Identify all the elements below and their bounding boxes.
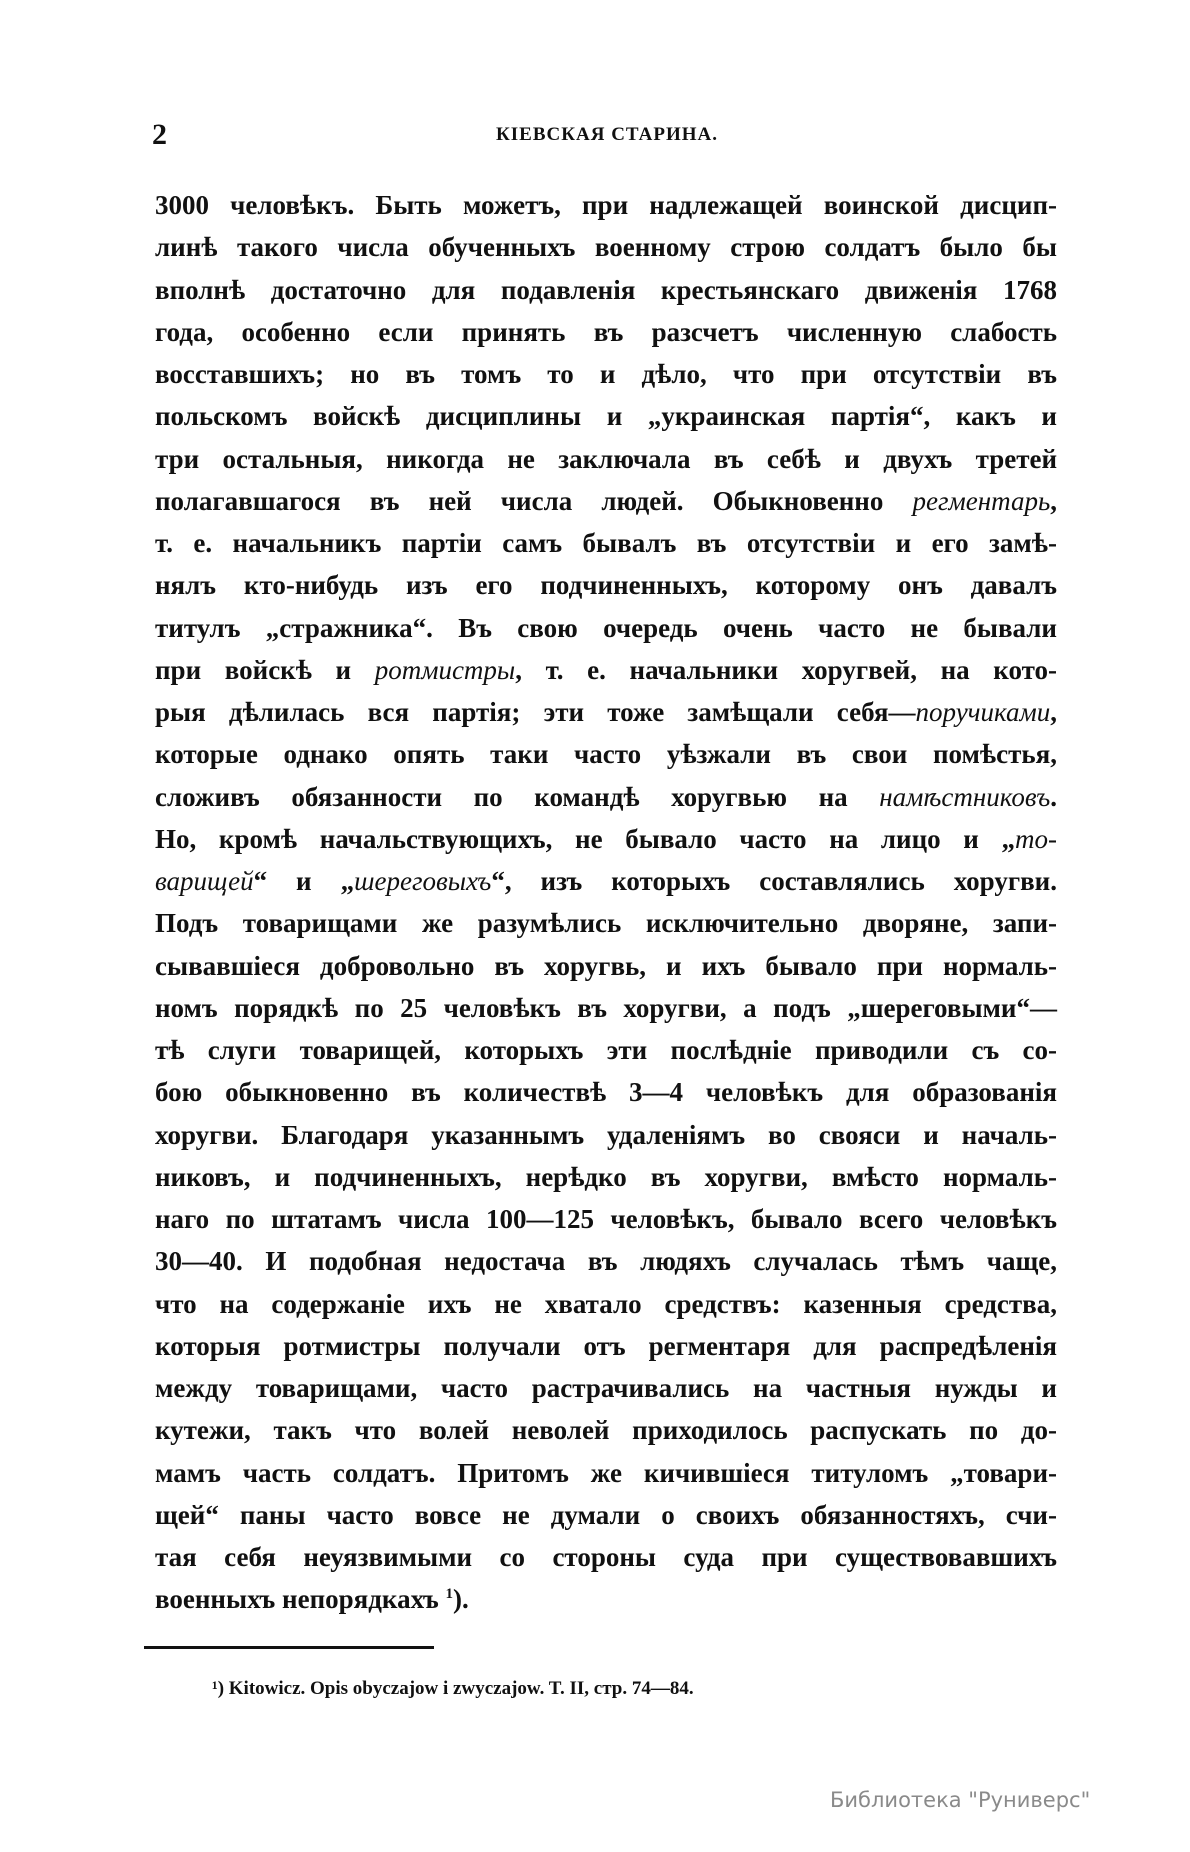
text-line xyxy=(155,269,1057,311)
text-segment: т. е. начальникъ партіи самъ бывалъ въ отсутствіи и его замѣ- xyxy=(155,528,1057,558)
text-segment: бою обыкновенно въ количествѣ 3—4 человѣкъ для образованія xyxy=(155,1077,1057,1108)
library-watermark: Библиотека "Руниверс" xyxy=(830,1788,1091,1812)
text-segment: , xyxy=(1050,485,1057,516)
text-line xyxy=(155,1240,1057,1282)
text-segment: Подъ товарищами же разумѣлись исключительно дворяне, запи- xyxy=(155,908,1057,939)
text-segment: . xyxy=(1050,781,1057,812)
text-segment: военныхъ непорядкахъ xyxy=(155,1584,446,1615)
text-segment: линѣ такого числа обученныхъ военному строю солдатъ было бы xyxy=(155,232,1057,263)
text-line xyxy=(155,733,1057,775)
text-segment: сложивъ обязанности по командѣ хоругвью на xyxy=(155,781,880,812)
text-segment: нялъ кто-нибудь изъ его подчиненныхъ, которому онъ давалъ xyxy=(155,570,1057,601)
text-line xyxy=(155,438,1057,480)
footnote-marker: 1 xyxy=(445,1586,454,1603)
text-line xyxy=(155,1409,1057,1451)
text-segment: сывавшіеся добровольно въ хоругвь, и ихъ бывало при нормаль- xyxy=(155,950,1057,981)
italic-term: регментарь xyxy=(912,485,1051,516)
text-segment: которыя ротмистры получали отъ регментаря для распредѣленія xyxy=(155,1330,1057,1361)
text-line xyxy=(155,226,1057,268)
italic-term: намѣстниковъ xyxy=(879,781,1051,812)
italic-term: варищей xyxy=(155,866,254,896)
text-segment: ). xyxy=(453,1584,469,1615)
text-segment: мамъ часть солдатъ. Притомъ же кичившіеся титуломъ „товари- xyxy=(155,1457,1057,1488)
footnote-divider xyxy=(144,1646,434,1649)
text-segment: Но, кромѣ начальствующихъ, не бывало часто на лицо и „ xyxy=(155,823,1015,854)
italic-term: шереговыхъ xyxy=(354,866,492,896)
text-line xyxy=(155,1283,1057,1325)
text-segment: что на содержаніе ихъ не хватало средствъ: казенныя средства, xyxy=(155,1288,1057,1319)
text-line xyxy=(155,1536,1057,1578)
text-segment: рыя дѣлилась вся партія; эти тоже замѣщали себя— xyxy=(155,697,916,727)
text-segment: номъ порядкѣ по 25 человѣкъ въ хоругви, а подъ „шереговыми“— xyxy=(155,992,1057,1023)
text-line xyxy=(155,353,1057,395)
text-segment: польскомъ войскѣ дисциплины и „украинская партія“, какъ и xyxy=(155,401,1057,432)
text-line xyxy=(155,860,1057,902)
text-line xyxy=(155,1452,1057,1494)
italic-term: то- xyxy=(1015,823,1057,854)
text-segment: щей“ паны часто вовсе не думали о своихъ обязанностяхъ, счи- xyxy=(155,1499,1057,1530)
text-line xyxy=(155,480,1057,522)
italic-term: поручиками xyxy=(915,697,1051,727)
text-segment: кутежи, такъ что волей неволей приходилось распускать по до- xyxy=(155,1415,1057,1446)
text-segment: “ и „ xyxy=(253,866,355,896)
text-line xyxy=(155,902,1057,944)
text-line xyxy=(155,1367,1057,1409)
text-line xyxy=(155,691,1057,733)
text-line xyxy=(155,1071,1057,1113)
text-line xyxy=(155,818,1057,860)
text-line xyxy=(155,184,1057,226)
text-segment: тая себя неуязвимыми со стороны суда при существовавшихъ xyxy=(155,1542,1057,1572)
text-line xyxy=(155,776,1057,818)
text-segment: никовъ, и подчиненныхъ, нерѣдко въ хоругви, вмѣсто нормаль- xyxy=(155,1161,1057,1192)
text-segment: которые однако опять таки часто уѣзжали въ свои помѣстья, xyxy=(155,739,1057,770)
text-segment: между товарищами, часто растрачивались на частныя нужды и xyxy=(155,1373,1057,1403)
text-line xyxy=(155,564,1057,606)
text-line xyxy=(155,1325,1057,1367)
running-title: КІЕВСКАЯ СТАРИНА. xyxy=(495,124,718,145)
text-line xyxy=(155,1198,1057,1240)
text-line xyxy=(155,987,1057,1029)
text-segment: 30—40. И подобная недостача въ людяхъ случалась тѣмъ чаще, xyxy=(155,1246,1057,1277)
text-line xyxy=(155,945,1057,987)
text-segment: полагавшагося въ ней числа людей. Обыкновенно xyxy=(155,485,913,516)
text-segment: три остальныя, никогда не заключала въ себѣ и двухъ третей xyxy=(155,443,1057,474)
text-line xyxy=(155,1578,1057,1620)
text-line xyxy=(155,522,1057,564)
text-segment: при войскѣ и xyxy=(155,654,375,685)
text-line xyxy=(155,1114,1057,1156)
text-segment: года, особенно если принять въ разсчетъ численную слабость xyxy=(155,316,1057,347)
text-line xyxy=(155,395,1057,437)
text-segment: титулъ „стражника“. Въ свою очередь очень часто не бывали xyxy=(155,612,1057,643)
text-segment: вполнѣ достаточно для подавленія крестьянскаго движенія 1768 xyxy=(155,274,1057,305)
text-segment: тѣ слуги товарищей, которыхъ эти послѣдніе приводили съ со- xyxy=(155,1035,1057,1065)
text-segment: хоругви. Благодаря указаннымъ удаленіямъ во свояси и началь- xyxy=(155,1119,1057,1150)
text-line xyxy=(155,649,1057,691)
text-line xyxy=(155,1156,1057,1198)
text-segment: , xyxy=(1050,697,1057,727)
page-number: 2 xyxy=(152,118,167,151)
text-line xyxy=(155,1494,1057,1536)
text-line xyxy=(155,311,1057,353)
text-segment: , т. е. начальники хоругвей, на кото- xyxy=(515,654,1057,685)
footnote: ¹) Kitowicz. Opis obyczajow i zwyczajow. T. II, стр. 74—84. xyxy=(212,1678,694,1699)
text-line xyxy=(155,1029,1057,1071)
text-segment: 3000 человѣкъ. Быть можетъ, при надлежащей воинской дисцип- xyxy=(155,190,1057,220)
text-line xyxy=(155,607,1057,649)
body-text xyxy=(155,184,1057,1621)
text-segment: “, изъ которыхъ составлялись хоругви. xyxy=(491,866,1057,896)
text-segment: наго по штатамъ числа 100—125 человѣкъ, бывало всего человѣкъ xyxy=(155,1204,1057,1234)
italic-term: ротмистры xyxy=(374,654,516,685)
text-segment: восставшихъ; но въ томъ то и дѣло, что при отсутствіи въ xyxy=(155,359,1057,389)
